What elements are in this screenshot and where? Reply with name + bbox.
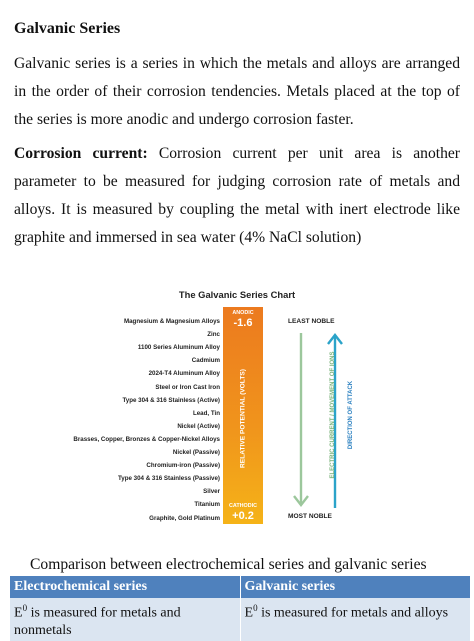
header-galvanic: Galvanic series [240, 576, 470, 598]
metal-label: Silver [203, 488, 220, 496]
metal-label: Nickel (Active) [177, 422, 220, 430]
current-arrow-icon [294, 333, 308, 505]
metal-label: Graphite, Gold Platinum [149, 514, 220, 522]
table-header-row [10, 576, 470, 598]
electrochemical-text: is measured for metals and nonmetals [14, 605, 181, 638]
metal-label: Chromium-iron (Passive) [146, 462, 220, 470]
electrochemical-cell [10, 598, 240, 641]
anodic-value: -1.6 [233, 317, 253, 329]
e-superscript: 0 [253, 603, 258, 613]
corrosion-current-text: Corrosion current per unit area is another parameter to be measured for judging corrosion rate of metals and alloys. It is measured by coupling the metal with inert electrode like graphite and immersed in sea water (4% NaCl solution) [14, 145, 460, 246]
metal-label: Cadmium [191, 357, 220, 365]
anodic-label: ANODIC [232, 310, 254, 316]
galvanic-series-chart [30, 286, 450, 526]
metal-label: Lead, Tin [192, 409, 220, 417]
metal-label: Zinc [207, 331, 220, 339]
potential-axis-label: RELATIVE POTENTIAL (VOLTS) [239, 369, 247, 468]
metal-label: 2024-T4 Aluminum Alloy [148, 370, 220, 378]
cathodic-label: CATHODIC [228, 503, 258, 509]
least-noble-label: LEAST NOBLE [288, 318, 335, 325]
chart-title: The Galvanic Series Chart [178, 289, 296, 300]
cathodic-value: +0.2 [232, 510, 254, 522]
corrosion-current-heading: Corrosion current: [14, 145, 148, 162]
e-symbol: E [244, 605, 254, 621]
section-title: Galvanic Series [14, 20, 121, 37]
galvanic-series-paragraph: Galvanic series is a series in which the metals and alloys are arranged in the order of their corrosion tendencies. Metals placed at the top of the series is more anodic and undergo corrosion faster. [14, 55, 460, 128]
direction-arrows [30, 286, 450, 526]
metal-label: Type 304 & 316 Stainless (Active) [122, 396, 220, 404]
e-superscript: 0 [22, 603, 28, 613]
header-electrochemical: Electrochemical series [10, 576, 240, 598]
metal-label: 1100 Series Aluminum Alloy [137, 344, 220, 352]
metal-label: Type 304 & 316 Stainless (Passive) [117, 475, 220, 483]
metal-label: Titanium [194, 501, 220, 509]
table-caption: Comparison between electrochemical series and galvanic series [30, 556, 427, 573]
metal-label: Magnesium & Magnesium Alloys [123, 318, 220, 325]
galvanic-cell [240, 598, 470, 641]
direction-of-attack-label: DIRECTION OF ATTACK [348, 380, 354, 450]
most-noble-label: MOST NOBLE [288, 513, 332, 520]
comparison-table [10, 576, 470, 641]
table-row [10, 598, 470, 641]
metal-label: Nickel (Passive) [172, 449, 220, 456]
electric-current-label: ELECTRIC CURRENT / MOVEMENT OF IONS [330, 351, 336, 479]
e-symbol: E [14, 605, 23, 621]
corrosion-current-paragraph [14, 140, 460, 252]
metal-label: Brasses, Copper, Bronzes & Copper-Nickel Alloys [73, 435, 220, 443]
metal-label: Steel or Iron Cast Iron [155, 383, 220, 391]
galvanic-text: is measured for metals and alloys [257, 605, 449, 621]
